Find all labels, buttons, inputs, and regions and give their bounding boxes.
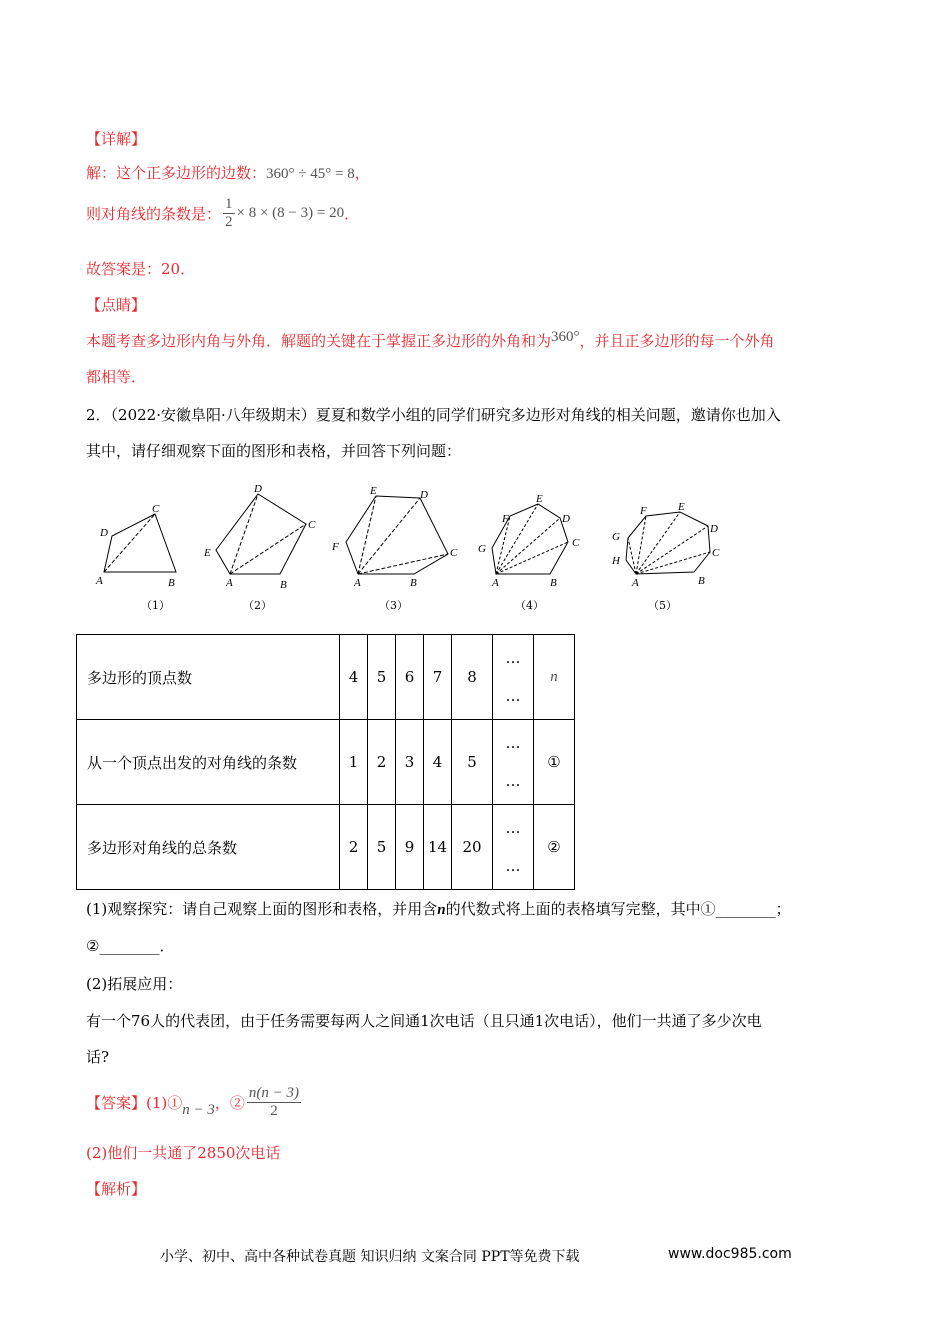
ellipsis-bottom: …: [505, 772, 521, 790]
part-1-text-a: (1)观察探究：请自己观察上面的图形和表格，并用含: [86, 900, 438, 918]
part-1-text-b: 的代数式将上面的表格填写完整，其中①: [445, 900, 716, 918]
table-cell: 14: [424, 805, 452, 890]
detail-line-1: [86, 162, 370, 183]
table-cell: 20: [452, 805, 493, 890]
table-cell: 5: [452, 720, 493, 805]
comment-line-2: 都相等．: [86, 368, 147, 386]
label-a2: A: [226, 577, 233, 589]
detail-heading: 【详解】: [86, 130, 147, 148]
footer-url[interactable]: www.doc985.com: [668, 1246, 792, 1262]
label-a3: A: [354, 577, 361, 589]
figure-caption-2: （2）: [243, 599, 272, 612]
table-cell-blank-2: ②: [534, 805, 575, 890]
label-c2: C: [308, 519, 316, 531]
table-cell: 4: [340, 635, 368, 720]
question-line-1: 2．（2022·安徽阜阳·八年级期末）夏夏和数学小组的同学们研究多边形对角线的相关问题，邀请你也加入: [86, 406, 781, 424]
table-row: [77, 720, 575, 805]
label-c3: C: [450, 547, 458, 559]
label-g5: G: [612, 531, 620, 543]
footer-text: 小学、初中、高中各种试卷真题 知识归纳 文案合同 PPT等免费下载: [160, 1249, 580, 1265]
label-d3: D: [420, 489, 428, 501]
answer-line-1: [86, 1080, 303, 1124]
label-b1: B: [168, 577, 175, 589]
answer-2-denominator: 2: [270, 1102, 278, 1119]
label-b3: B: [410, 577, 417, 589]
analysis-heading: 【解析】: [86, 1180, 147, 1198]
table-cell: 2: [340, 805, 368, 890]
detail-line-3: 故答案是：20．: [86, 260, 196, 278]
table-cell: 9: [396, 805, 424, 890]
part-2-line-1: 有一个76人的代表团，由于任务需要每两人之间通1次电话（且只通1次电话），他们一共通了多少次电: [86, 1012, 762, 1030]
label-e3: E: [370, 485, 377, 497]
ellipsis-cell: [493, 635, 534, 720]
figure-octagon: [626, 512, 710, 574]
answer-label: 【答案】(1)①: [86, 1093, 183, 1112]
comment-line-1-math: 360°: [551, 329, 580, 345]
ellipsis-bottom: …: [505, 687, 521, 705]
fraction-numerator: 1: [225, 196, 233, 212]
label-a5: A: [632, 577, 639, 589]
label-d4: D: [562, 513, 570, 525]
answer-line-2: (2)他们一共通了2850次电话: [86, 1144, 281, 1162]
table-cell: 2: [368, 720, 396, 805]
label-f3: F: [332, 541, 339, 553]
ellipsis-cell: [493, 805, 534, 890]
label-d2: D: [254, 483, 262, 495]
label-b5: B: [698, 575, 705, 587]
ellipsis-bottom: …: [505, 857, 521, 875]
figure-caption-4: （4）: [515, 599, 544, 612]
figure-caption-5: （5）: [648, 599, 677, 612]
fraction-half: [223, 196, 235, 231]
detail-line-1-text: 解：这个正多边形的边数：: [86, 164, 267, 182]
answer-separator: ，②: [214, 1093, 245, 1112]
label-g4: G: [478, 543, 486, 555]
figure-pentagon: [216, 494, 306, 574]
table-row: [77, 635, 575, 720]
detail-line-2-math: × 8 × (8 − 3) = 20: [236, 205, 345, 221]
table-row: [77, 805, 575, 890]
answer-blank-1[interactable]: ________: [715, 900, 776, 918]
fraction-denominator: 2: [225, 214, 233, 230]
label-h5: H: [612, 555, 620, 567]
label-b2: B: [280, 579, 287, 591]
ellipsis-cell: [493, 720, 534, 805]
row-label: 多边形的顶点数: [77, 635, 340, 720]
label-e5: E: [678, 501, 685, 513]
answer-2-fraction: [247, 1085, 301, 1120]
table-cell: 3: [396, 720, 424, 805]
part-1-text-c: ；: [775, 900, 791, 918]
label-a4: A: [492, 577, 499, 589]
label-c1: C: [152, 503, 160, 515]
table-cell: 4: [424, 720, 452, 805]
ellipsis-top: …: [505, 734, 521, 752]
part-2-line-2: 话?: [86, 1048, 110, 1066]
table-cell: 5: [368, 635, 396, 720]
polygon-diagonal-table: [76, 634, 575, 890]
figure-caption-3: （3）: [379, 599, 408, 612]
label-b4: B: [550, 577, 557, 589]
label-f5: F: [640, 505, 647, 517]
polygon-figures: [80, 478, 740, 598]
detail-line-1-math: 360° ÷ 45° = 8: [266, 166, 355, 182]
part-1-variable-n: n: [437, 902, 446, 918]
detail-line-1-suffix: ，: [354, 164, 370, 182]
label-d5: D: [710, 523, 718, 535]
question-line-2: 其中，请仔细观察下面的图形和表格，并回答下列问题：: [86, 442, 462, 460]
label-c4: C: [572, 537, 580, 549]
row-label: 多边形对角线的总条数: [77, 805, 340, 890]
label-c5: C: [712, 547, 720, 559]
label-f4: F: [502, 513, 509, 525]
figure-hexagon: [346, 496, 448, 574]
detail-line-2-suffix: ．: [344, 205, 360, 223]
table-cell-blank-1: ①: [534, 720, 575, 805]
label-d1: D: [100, 527, 108, 539]
answer-2-numerator: n(n − 3): [248, 1084, 300, 1101]
part-1-line-1: [86, 898, 791, 919]
table-cell: 8: [452, 635, 493, 720]
label-e2: E: [204, 547, 211, 559]
table-cell: 5: [368, 805, 396, 890]
table-cell: 1: [340, 720, 368, 805]
ellipsis-top: …: [505, 649, 521, 667]
comment-heading: 【点睛】: [86, 296, 147, 314]
figure-quadrilateral: [104, 514, 176, 572]
table-cell-n: n: [534, 635, 575, 720]
table-cell: 7: [424, 635, 452, 720]
figure-caption-1: （1）: [141, 599, 170, 612]
comment-line-1-a: 本题考查多边形内角与外角．解题的关键在于掌握正多边形的外角和为: [86, 332, 552, 350]
detail-line-2-text: 则对角线的条数是：: [86, 205, 222, 223]
row-label: 从一个顶点出发的对角线的条数: [77, 720, 340, 805]
answer-1-math: n − 3: [182, 1101, 215, 1118]
ellipsis-top: …: [505, 819, 521, 837]
table-cell: 6: [396, 635, 424, 720]
detail-line-2: [86, 196, 359, 231]
label-a1: A: [96, 575, 103, 587]
label-e4: E: [536, 493, 543, 505]
part-1-line-2[interactable]: ②________．: [86, 937, 175, 955]
part-2-title: (2)拓展应用：: [86, 975, 183, 993]
comment-line-1-b: ，并且正多边形的每一个外角: [579, 332, 775, 350]
comment-line-1: [86, 330, 775, 351]
